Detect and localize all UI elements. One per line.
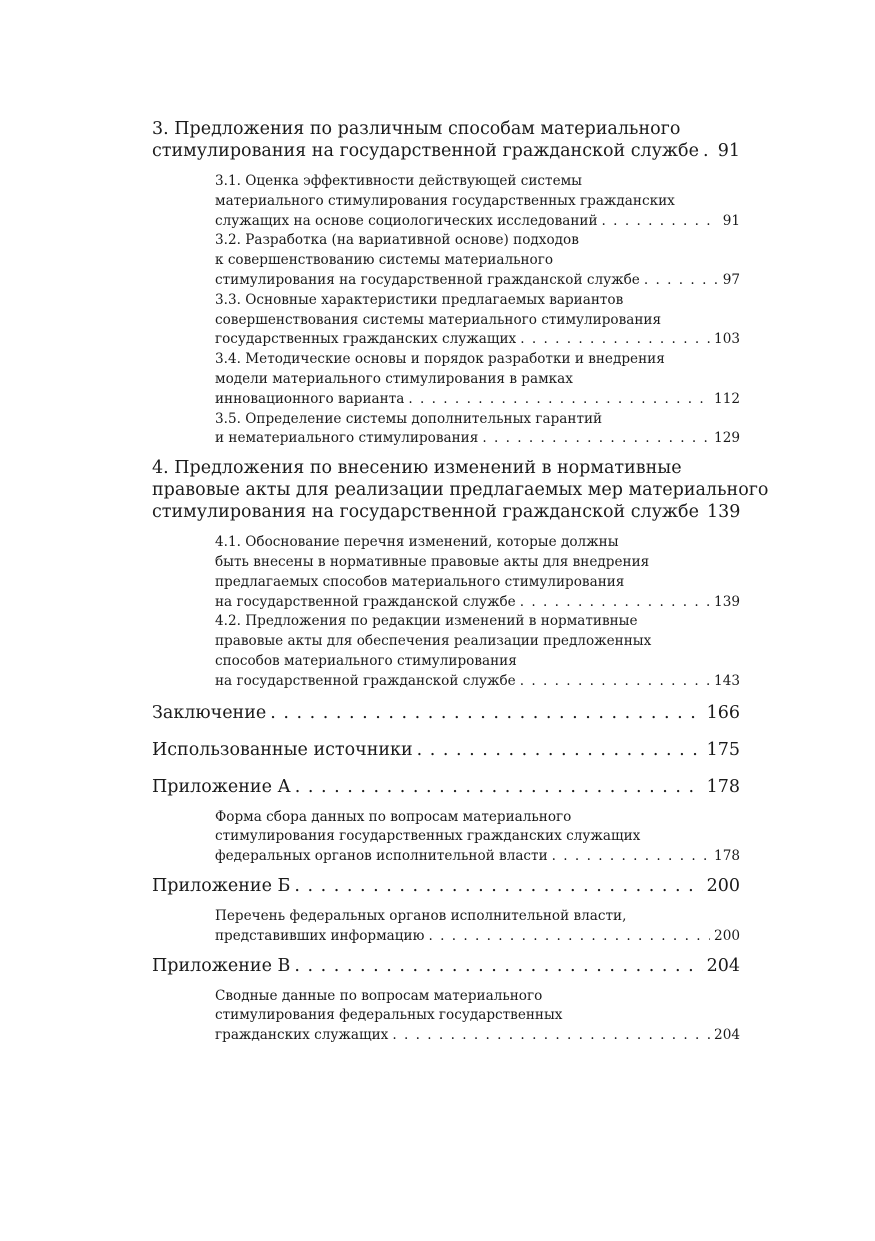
toc-line: Использованные источники xyxy=(152,739,413,760)
page-number: 139 xyxy=(714,593,740,610)
toc-section-3-3[interactable] xyxy=(215,291,740,350)
page-number: 129 xyxy=(714,430,740,447)
page-number: 175 xyxy=(706,739,740,760)
page-number: 112 xyxy=(714,390,740,407)
leader-dots xyxy=(392,1026,710,1046)
toc-line: 3.1. Оценка эффективности действующей системы xyxy=(215,173,583,189)
leader-dots xyxy=(417,739,703,761)
toc-line: материального стимулирования государственных гражданских xyxy=(215,192,675,209)
page-number: 143 xyxy=(714,672,740,689)
leader-dots xyxy=(408,390,710,410)
toc-line: Приложение В xyxy=(152,955,291,976)
leader-dots xyxy=(294,955,702,977)
toc-appendix-b-desc[interactable] xyxy=(215,907,740,947)
toc-line: правовые акты для реализации предлагаемых мер материального xyxy=(152,480,769,501)
toc-line: 3.5. Определение системы дополнительных гарантий xyxy=(215,410,603,427)
toc-appendix-a[interactable] xyxy=(152,776,740,798)
leader-dots xyxy=(703,140,714,162)
toc-line: 4. Предложения по внесению изменений в нормативные xyxy=(152,458,682,479)
toc-line: государственных гражданских служащих xyxy=(215,331,517,348)
toc-line: 4.1. Обоснование перечня изменений, которые должны xyxy=(215,534,619,551)
toc-line: на государственной гражданской службе xyxy=(215,593,516,610)
toc-section-4[interactable] xyxy=(152,457,769,523)
leader-dots xyxy=(602,212,719,232)
toc-line: 3.3. Основные характеристики предлагаемых вариантов xyxy=(215,291,624,308)
toc-line: инновационного варианта xyxy=(215,390,405,407)
page-number: 97 xyxy=(722,271,740,288)
toc-section-3-5[interactable] xyxy=(215,410,740,450)
toc-section-3[interactable] xyxy=(152,118,740,162)
leader-dots xyxy=(294,875,702,897)
toc-line: предлагаемых способов материального стимулирования xyxy=(215,573,625,590)
toc-appendix-a-desc[interactable] xyxy=(215,808,740,867)
page-number: 178 xyxy=(714,848,740,865)
page-number: 204 xyxy=(706,955,740,976)
toc-line: Перечень федеральных органов исполнительной власти, xyxy=(215,907,627,924)
leader-dots xyxy=(295,776,703,798)
toc-line: Приложение Б xyxy=(152,875,291,896)
toc-line: служащих на основе социологических исследований xyxy=(215,212,598,229)
toc-section-3-2[interactable] xyxy=(215,231,740,290)
toc-section-3-4[interactable] xyxy=(215,350,740,409)
page-number: 103 xyxy=(714,331,740,348)
leader-dots xyxy=(428,927,710,947)
toc-line: представивших информацию xyxy=(215,927,425,944)
page-number: 139 xyxy=(706,502,741,523)
toc-line: и нематериального стимулирования xyxy=(215,430,479,447)
page-number: 204 xyxy=(714,1027,740,1044)
toc-line: гражданских служащих xyxy=(215,1027,389,1044)
toc-line: федеральных органов исполнительной власти xyxy=(215,848,548,865)
leader-dots xyxy=(520,593,710,613)
toc-section-4-2[interactable] xyxy=(215,612,740,691)
toc-line: стимулирования на государственной гражданской службе xyxy=(152,141,699,161)
toc-line: модели материального стимулирования в рамках xyxy=(215,370,573,387)
toc-line: способов материального стимулирования xyxy=(215,652,517,669)
toc-line: Приложение А xyxy=(152,776,291,797)
leader-dots xyxy=(482,429,710,449)
toc-line: стимулирования федеральных государственных xyxy=(215,1007,563,1024)
toc-appendix-c-desc[interactable] xyxy=(215,987,740,1046)
toc-line: правовые акты для обеспечения реализации предложенных xyxy=(215,633,652,650)
toc-line: 3.4. Методические основы и порядок разработки и внедрения xyxy=(215,351,665,368)
toc-line: Сводные данные по вопросам материального xyxy=(215,987,543,1004)
table-of-contents xyxy=(152,118,769,1046)
leader-dots xyxy=(552,847,710,867)
page-number: 91 xyxy=(717,141,740,161)
page-number: 200 xyxy=(706,875,740,896)
toc-line: 3.2. Разработка (на вариативной основе) подходов xyxy=(215,232,579,249)
toc-line: 4.2. Предложения по редакции изменений в нормативные xyxy=(215,613,638,630)
toc-line: стимулирования на государственной гражданской службе xyxy=(152,502,699,523)
page-number: 166 xyxy=(706,702,740,723)
toc-section-3-1[interactable] xyxy=(215,172,740,231)
toc-sources[interactable] xyxy=(152,739,740,761)
leader-dots xyxy=(520,672,710,692)
page-number: 178 xyxy=(706,776,740,797)
toc-section-4-1[interactable] xyxy=(215,533,740,612)
page-number: 200 xyxy=(714,927,740,944)
toc-appendix-c[interactable] xyxy=(152,955,740,977)
toc-line: на государственной гражданской службе xyxy=(215,672,516,689)
toc-line: Форма сбора данных по вопросам материального xyxy=(215,808,572,825)
toc-line: стимулирования на государственной гражданской службе xyxy=(215,271,640,288)
toc-line: к совершенствованию системы материального xyxy=(215,252,554,269)
toc-line: быть внесены в нормативные правовые акты для внедрения xyxy=(215,553,650,570)
toc-line: совершенствования системы материального стимулирования xyxy=(215,311,662,328)
toc-line: Заключение xyxy=(152,702,267,723)
toc-conclusion[interactable] xyxy=(152,702,740,724)
toc-line: 3. Предложения по различным способам материального xyxy=(152,119,681,139)
leader-dots xyxy=(644,271,719,291)
page-number: 91 xyxy=(722,212,740,229)
toc-line: стимулирования государственных гражданских служащих xyxy=(215,828,641,845)
leader-dots xyxy=(520,330,710,350)
leader-dots xyxy=(270,702,702,724)
toc-appendix-b[interactable] xyxy=(152,875,740,897)
